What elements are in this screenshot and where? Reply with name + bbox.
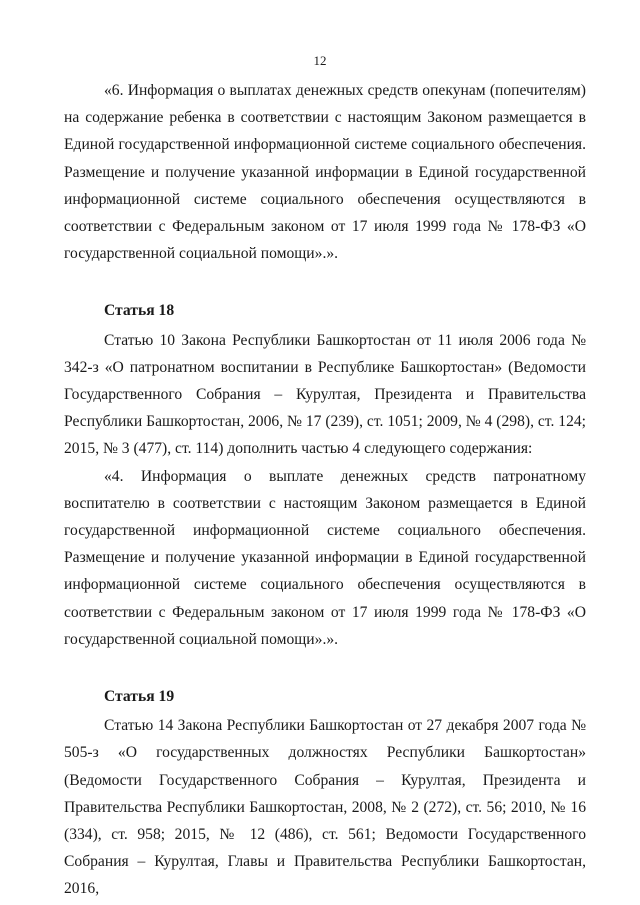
paragraph-article18-part4: «4. Информация о выплате денежных средств патронатному воспитателю в соответствии с настоящим Законом размещается в Единой государственной информационной системе социального обеспечения. Размещение и получение указанной информации в Единой государственной информационной системе социального обеспечения осуществляются в соответствии с Федеральным законом от 17 июля 1999 года № 178-ФЗ «О государственной социальной помощи».». [64, 467, 586, 648]
paragraph-article18-intro: Статью 10 Закона Республики Башкортостан от 11 июля 2006 года № 342-з «О патронатном воспитании в Республике Башкортостан» (Ведомости Государственного Собрания – Курултая, Президента и Правительства Республики Башкортостан, 2006, № 17 (239), ст. 1051; 2009, № 4 (298), ст. 124; 2015, № 3 (477), ст. 114) дополнить частью 4 следующего содержания: [64, 331, 586, 458]
spacer [64, 267, 586, 297]
article-19-heading: Статья 19 [104, 688, 175, 706]
spacer [64, 653, 586, 683]
article-18-heading: Статья 18 [104, 302, 175, 320]
paragraph-article17-part6: «6. Информация о выплатах денежных средств опекунам (попечителям) на содержание ребенка в соответствии с настоящим Законом размещается в Единой государственной информационной системе социального обеспечения. Размещение и получение указанной информации в Единой государственной информационной системе социального обеспечения осуществляются в соответствии с Федеральным законом от 17 июля 1999 года № 178-ФЗ «О государственной социальной помощи».». [64, 82, 586, 263]
document-body [64, 77, 586, 903]
paragraph-article19-intro: Статью 14 Закона Республики Башкортостан от 27 декабря 2007 года № 505-з «О государственных должностях Республики Башкортостан» (Ведомости Государственного Собрания – Курултая, Президента и Правительства Республики Башкортостан, 2008, № 2 (272), ст. 56; 2010, № 16 (334), ст. 958; 2015, № 12 (486), ст. 561; Ведомости Государственного Собрания – Курултая, Главы и Правительства Республики Башкортостан, 2016, [64, 717, 586, 898]
page-number: 12 [313, 53, 327, 68]
